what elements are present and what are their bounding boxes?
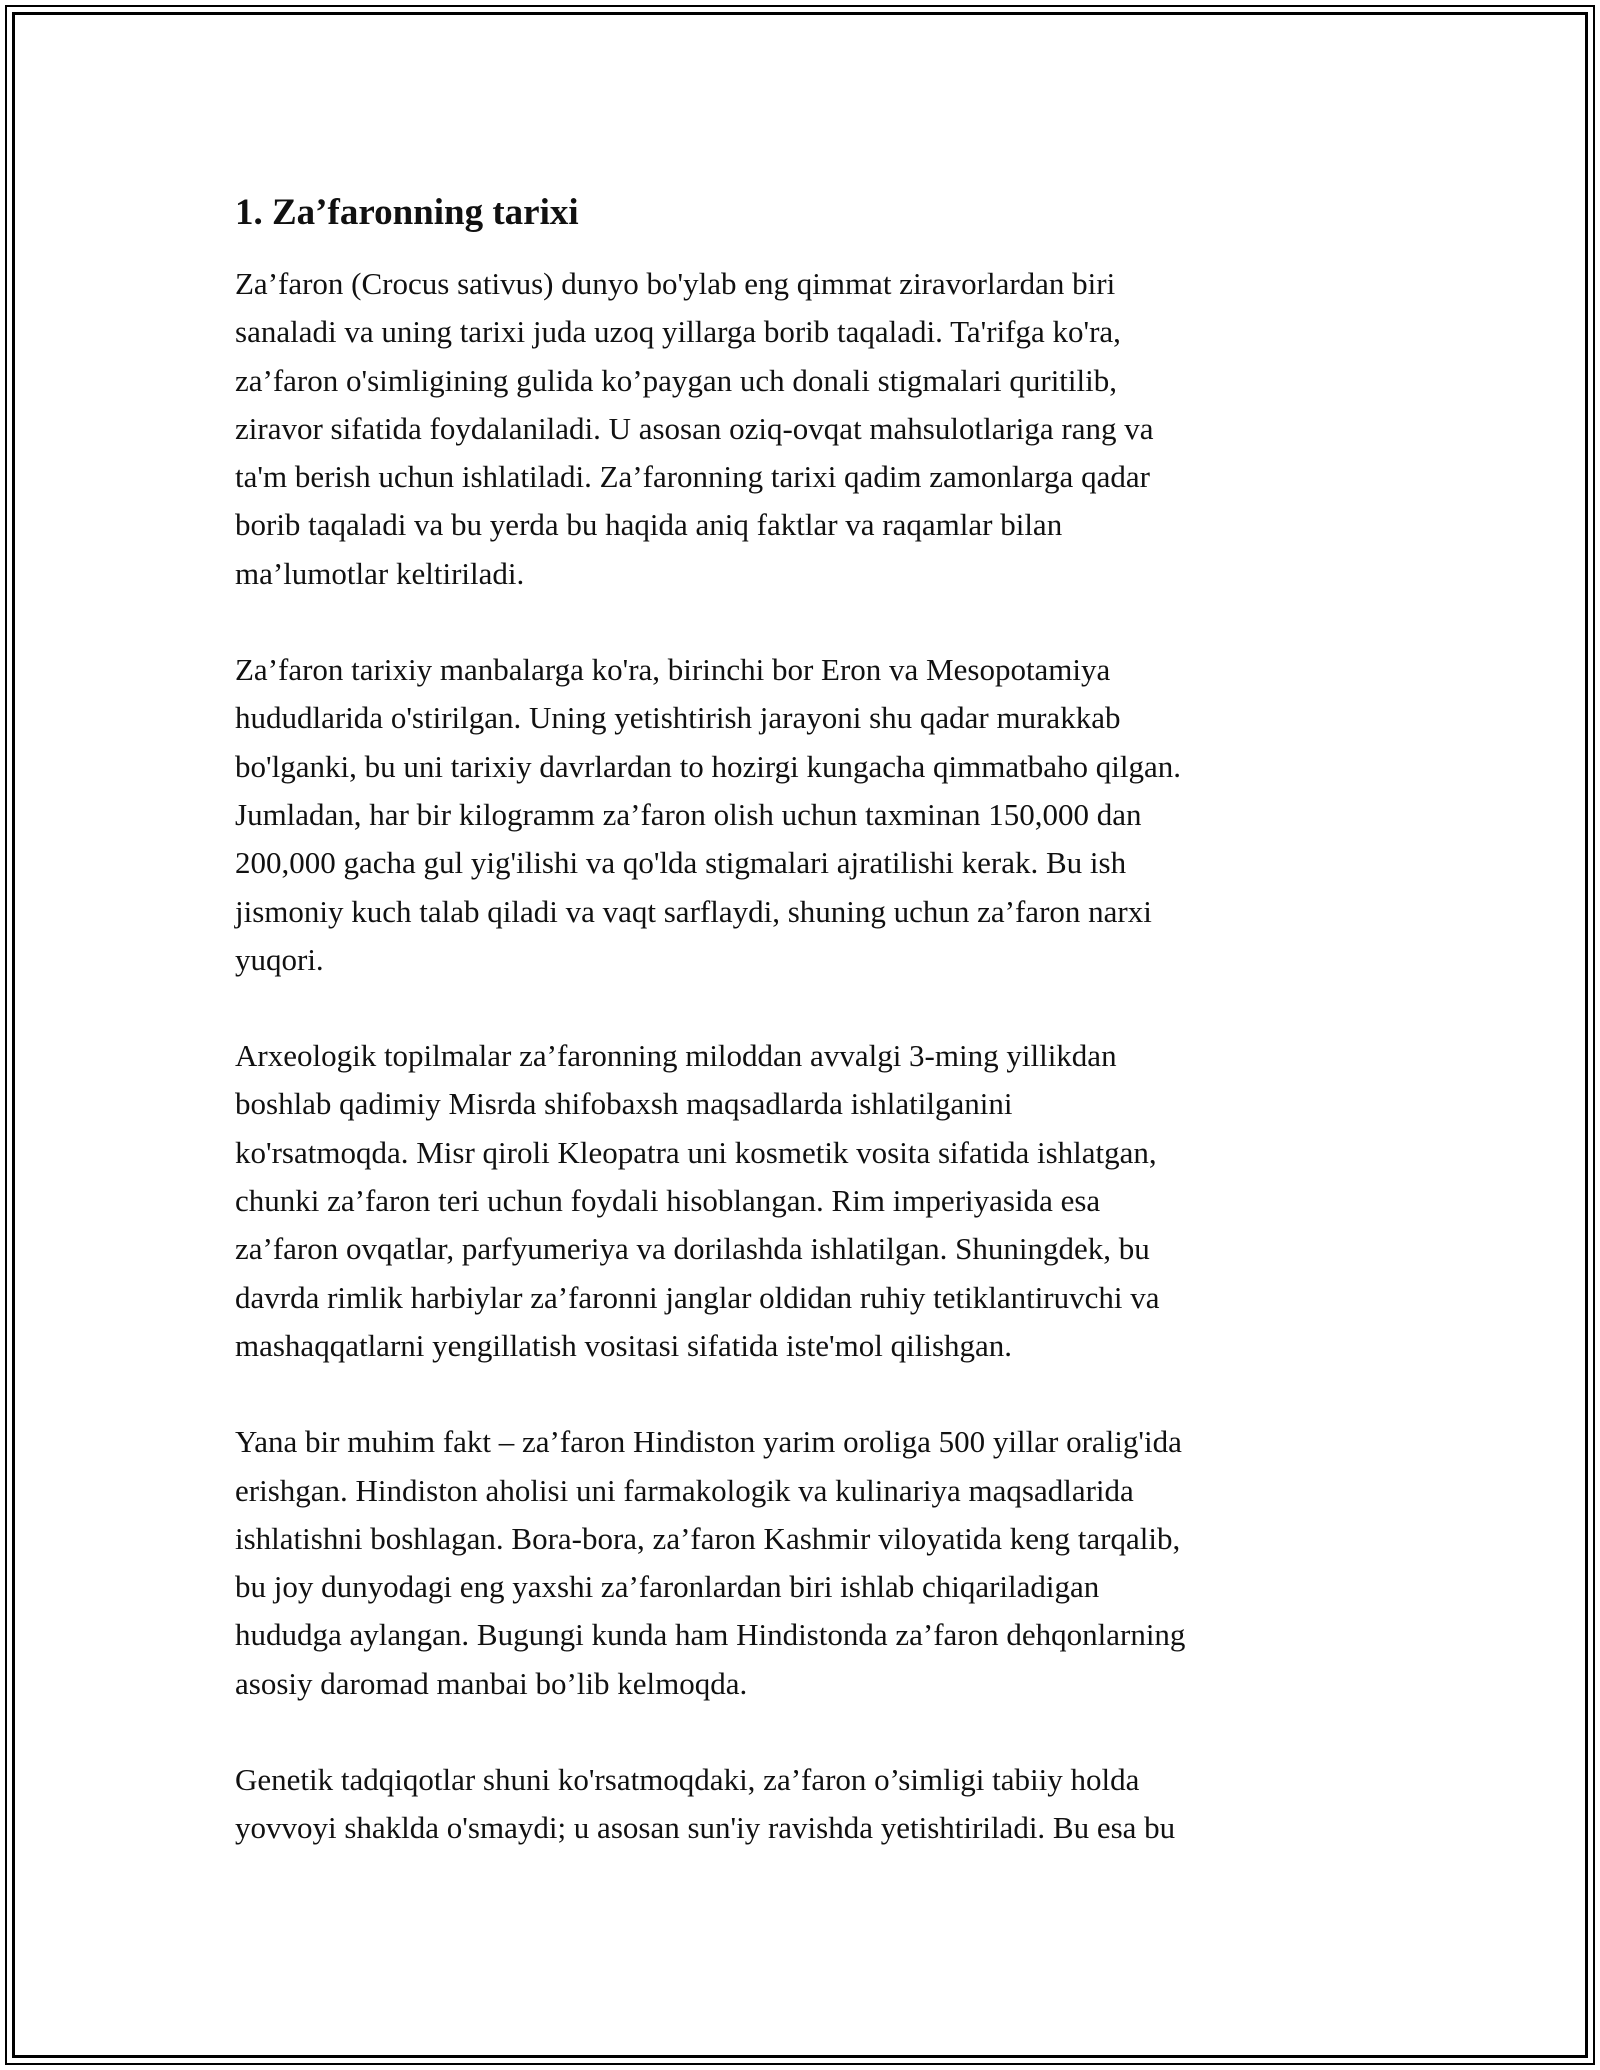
text-line: Genetik tadqiqotlar shuni ko'rsatmoqdaki, za’faron o’simligi tabiiy holda: [235, 1762, 1140, 1798]
text-line: Arxeologik topilmalar za’faronning miloddan avvalgi 3-ming yillikdan: [235, 1038, 1117, 1074]
text-line: ishlatishni boshlagan. Bora-bora, za’faron Kashmir viloyatida keng tarqalib,: [235, 1520, 1181, 1556]
document-body: [235, 188, 1385, 1901]
text-line: chunki za’faron teri uchun foydali hisoblangan. Rim imperiyasida esa: [235, 1183, 1101, 1219]
text-line: za’faron ovqatlar, parfyumeriya va dorilashda ishlatilgan. Shuningdek, bu: [235, 1231, 1150, 1267]
text-line: Za’faron tarixiy manbalarga ko'ra, birinchi bor Eron va Mesopotamiya: [235, 652, 1111, 688]
text-line: Yana bir muhim fakt – za’faron Hindiston yarim oroliga 500 yillar oralig'ida: [235, 1424, 1182, 1460]
text-line: hududga aylangan. Bugungi kunda ham Hindistonda za’faron dehqonlarning: [235, 1617, 1186, 1653]
text-line: boshlab qadimiy Misrda shifobaxsh maqsadlarda ishlatilganini: [235, 1086, 1013, 1122]
text-line: ta'm berish uchun ishlatiladi. Za’faronning tarixi qadim zamonlarga qadar: [235, 459, 1150, 495]
paragraph-2: [235, 646, 1385, 984]
text-line: davrda rimlik harbiylar za’faronni janglar oldidan ruhiy tetiklantiruvchi va: [235, 1279, 1160, 1315]
paragraph-4: [235, 1418, 1385, 1708]
text-line: sanaladi va uning tarixi juda uzoq yillarga borib taqaladi. Ta'rifga ko'ra,: [235, 314, 1121, 350]
text-line: ziravor sifatida foydalaniladi. U asosan oziq-ovqat mahsulotlariga rang va: [235, 410, 1154, 446]
text-line: ma’lumotlar keltiriladi.: [235, 555, 525, 591]
section-heading: 1. Za’faronning tarixi: [235, 192, 579, 233]
paragraph-3: [235, 1032, 1385, 1370]
text-line: borib taqaladi va bu yerda bu haqida aniq faktlar va raqamlar bilan: [235, 507, 1063, 543]
paragraph-5: [235, 1756, 1385, 1853]
text-line: Za’faron (Crocus sativus) dunyo bo'ylab eng qimmat ziravorlardan biri: [235, 266, 1116, 301]
text-line: bu joy dunyodagi eng yaxshi za’faronlardan biri ishlab chiqariladigan: [235, 1569, 1100, 1605]
text-line: jismoniy kuch talab qiladi va vaqt sarflaydi, shuning uchun za’faron narxi: [235, 893, 1152, 929]
text-line: Jumladan, har bir kilogramm za’faron olish uchun taxminan 150,000 dan: [235, 796, 1142, 832]
text-line: bo'lganki, bu uni tarixiy davrlardan to hozirgi kungacha qimmatbaho qilgan.: [235, 748, 1181, 784]
text-line: mashaqqatlarni yengillatish vositasi sifatida iste'mol qilishgan.: [235, 1327, 1013, 1363]
text-line: asosiy daromad manbai bo’lib kelmoqda.: [235, 1665, 748, 1701]
text-line: erishgan. Hindiston aholisi uni farmakologik va kulinariya maqsadlarida: [235, 1472, 1134, 1508]
text-line: za’faron o'simligining gulida ko’paygan uch donali stigmalari quritilib,: [235, 362, 1118, 398]
text-line: yovvoyi shaklda o'smaydi; u asosan sun'iy ravishda yetishtiriladi. Bu esa bu: [235, 1810, 1176, 1846]
paragraph-1: [235, 260, 1385, 598]
text-line: 200,000 gacha gul yig'ilishi va qo'lda stigmalari ajratilishi kerak. Bu ish: [235, 845, 1127, 881]
text-line: hududlarida o'stirilgan. Uning yetishtirish jarayoni shu qadar murakkab: [235, 700, 1121, 736]
text-line: yuqori.: [235, 941, 324, 977]
text-line: ko'rsatmoqda. Misr qiroli Kleopatra uni kosmetik vosita sifatida ishlatgan,: [235, 1134, 1157, 1170]
